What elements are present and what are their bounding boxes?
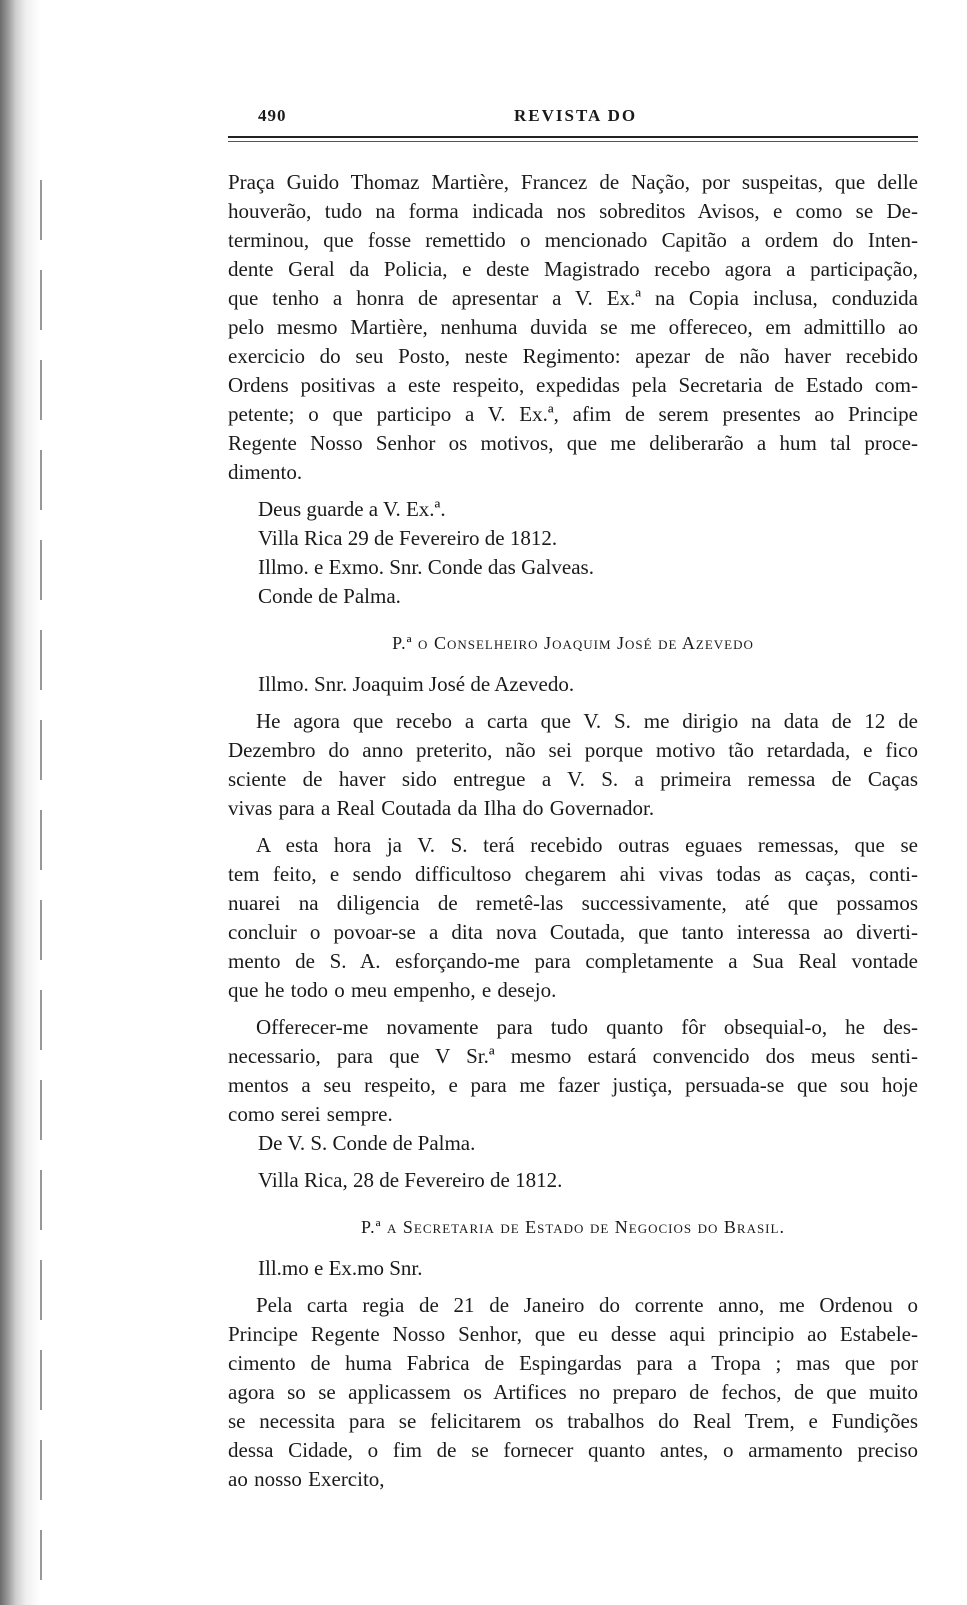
text-line: concluir o povoar-se a dita nova Coutada, que tanto interessa ao diverti-: [228, 920, 918, 944]
letter-2-closing: De V. S. Conde de Palma.: [258, 1131, 476, 1155]
text-line: vivas para a Real Coutada da Ilha do Governador.: [228, 796, 655, 820]
letter-2-paragraph-1: [228, 707, 918, 823]
text-line: exercicio do seu Posto, neste Regimento: apezar de não haver recebido: [228, 344, 918, 368]
text-line: Ordens positivas a este respeito, expedidas pela Secretaria de Estado com-: [228, 373, 918, 397]
text-line: Dezembro do anno preterito, não sei porque motivo tão retardada, e fico: [228, 738, 918, 762]
letter-2-paragraph-3: [228, 1013, 918, 1129]
text-line: tem feito, e sendo difficultoso chegarem ahi vivas todas as caças, conti-: [228, 862, 918, 886]
text-line: se necessita para se felicitarem os trabalhos do Real Trem, e Fundições: [228, 1409, 918, 1433]
letter-1: [228, 168, 918, 611]
letter-2-place-date: Villa Rica, 28 de Fevereiro de 1812.: [258, 1168, 563, 1192]
document-page: [228, 100, 918, 1494]
text-line: Offerecer-me novamente para tudo quanto fôr obsequial-o, he des-: [256, 1015, 918, 1039]
letter-3-heading: P.ª a Secretaria de Estado de Negocios do Brasil.: [361, 1217, 785, 1237]
letter-2-paragraph-2: [228, 831, 918, 1005]
letter-3-salutation: Ill.mo e Ex.mo Snr.: [258, 1256, 423, 1280]
header-rule: [228, 136, 918, 142]
text-line: ao nosso Exercito,: [228, 1467, 385, 1491]
letter-2-heading: P.ª o Conselheiro Joaquim José de Azevedo: [392, 633, 754, 653]
text-line: dimento.: [228, 460, 303, 484]
text-line: que tenho a honra de apresentar a V. Ex.ª na Copia inclusa, conduzida: [228, 286, 918, 310]
letter-3: [228, 1217, 918, 1494]
text-line: Regente Nosso Senhor os motivos, que me deliberarão a hum tal proce-: [228, 431, 918, 455]
text-line: petente; o que participo a V. Ex.ª, afim de serem presentes ao Principe: [228, 402, 918, 426]
letter-1-addressee: Illmo. e Exmo. Snr. Conde das Galveas.: [258, 555, 594, 579]
text-line: houverão, tudo na forma indicada nos sobreditos Avisos, e como se De-: [228, 199, 918, 223]
letter-2-salutation: Illmo. Snr. Joaquim José de Azevedo.: [258, 672, 575, 696]
letter-1-body: [228, 168, 918, 487]
text-line: cimento de huma Fabrica de Espingardas para a Tropa ; mas que por: [228, 1351, 918, 1375]
text-line: Pela carta regia de 21 de Janeiro do corrente anno, me Ordenou o: [256, 1293, 918, 1317]
text-line: como serei sempre.: [228, 1102, 393, 1126]
text-line: necessario, para que V Sr.ª mesmo estará convencido dos meus senti-: [228, 1044, 918, 1068]
text-line: He agora que recebo a carta que V. S. me dirigio na data de 12 de: [256, 709, 918, 733]
text-line: dente Geral da Policia, e deste Magistrado recebo agora a participação,: [228, 257, 918, 281]
text-line: Principe Regente Nosso Senhor, que eu desse aqui principio ao Estabele-: [228, 1322, 918, 1346]
running-head: REVISTA DO: [514, 106, 638, 125]
text-line: A esta hora ja V. S. terá recebido outras eguaes remessas, que se: [256, 833, 918, 857]
letter-1-signature: Conde de Palma.: [258, 584, 401, 608]
text-line: mento de S. A. esforçando-me para completamente a Sua Real vontade: [228, 949, 918, 973]
text-line: terminou, que fosse remettido o mencionado Capitão a ordem do Inten-: [228, 228, 918, 252]
letter-2: [228, 633, 918, 1195]
page-header: [228, 100, 918, 130]
letter-3-paragraph-1: [228, 1291, 918, 1494]
text-line: Praça Guido Thomaz Martière, Francez de Nação, por suspeitas, que delle: [228, 170, 918, 194]
text-line: mentos a seu respeito, e para me fazer justiça, persuada-se que sou hoje: [228, 1073, 918, 1097]
text-line: dessa Cidade, o fim de se fornecer quanto antes, o armamento preciso: [228, 1438, 918, 1462]
text-line: pelo mesmo Martière, nenhuma duvida se me offereceo, em admittillo ao: [228, 315, 918, 339]
letter-1-place-date: Villa Rica 29 de Fevereiro de 1812.: [258, 526, 558, 550]
letter-1-closing: Deus guarde a V. Ex.ª.: [258, 497, 446, 521]
page-number: 490: [258, 106, 287, 125]
text-line: que he todo o meu empenho, e desejo.: [228, 978, 557, 1002]
text-line: agora so se applicassem os Artifices no preparo de fechos, de que muito: [228, 1380, 918, 1404]
text-line: nuarei na diligencia de remetê-las successivamente, até que possamos: [228, 891, 918, 915]
text-line: sciente de haver sido entregue a V. S. a primeira remessa de Caças: [228, 767, 918, 791]
scanned-page-gutter: [0, 0, 60, 1605]
